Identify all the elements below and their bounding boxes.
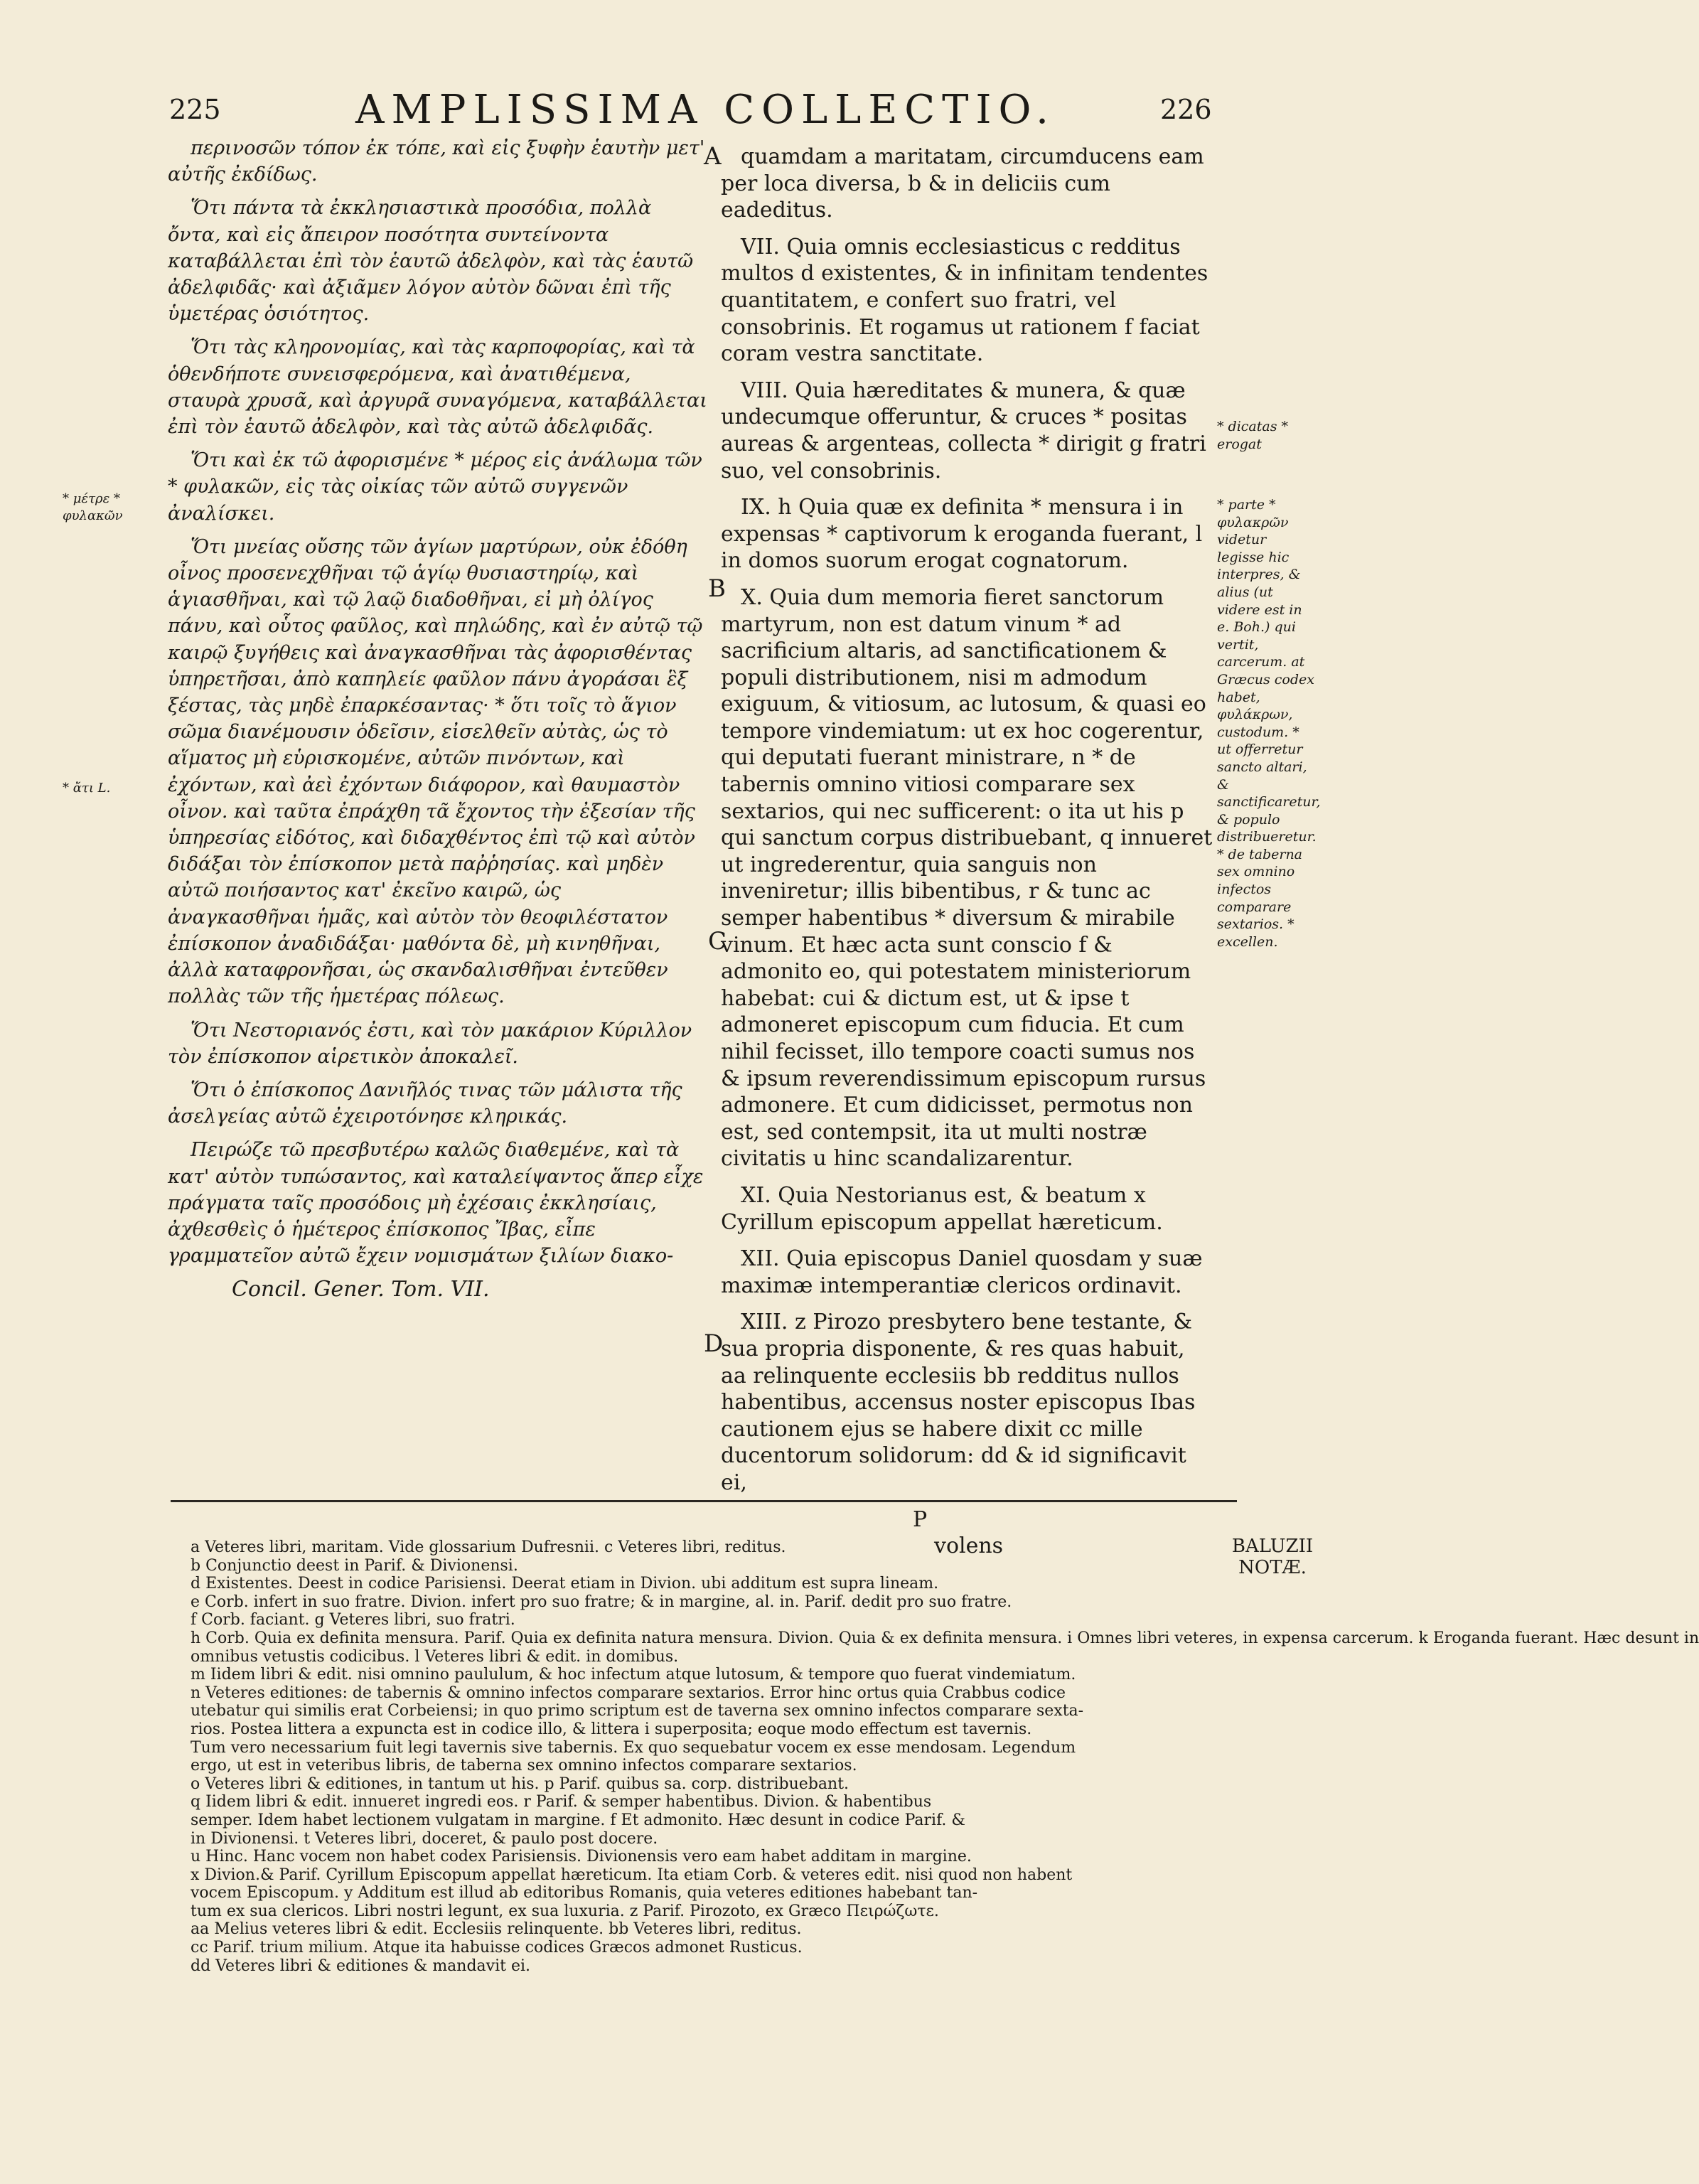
footnote-line: semper. Idem habet lectionem vulgatam in margine. f Et admonito. Hæc desunt in codice Parif. & — [191, 1811, 965, 1829]
footnote-line: o Veteres libri & editiones, in tantum ut his. p Parif. quibus sa. corp. distribuebant. — [191, 1774, 850, 1793]
notes-heading-line: NOTÆ. — [1238, 1557, 1307, 1578]
section-marker: B — [708, 574, 726, 603]
latin-paragraph: XI. Quia Nestorianus est, & beatum x Cyrillum episcopum appellat hæreticum. — [721, 1182, 1163, 1235]
running-title: AMPLISSIMA COLLECTIO. — [355, 87, 1056, 133]
latin-paragraph: XII. Quia episcopus Daniel quosdam y suæ maximæ intemperantiæ clericos ordinavit. — [721, 1246, 1203, 1298]
page-header — [0, 84, 1456, 141]
right-page-number: 226 — [1160, 94, 1212, 125]
left-margin-note: * ἄτι L. — [63, 781, 111, 796]
right-margin-note: * parte * φυλακρῶν videtur legisse hic interpres, & alius (ut videre est in e. Boh.) qui vertit, carcerum. at Græcus codex habet, φυλάκρων, custodum. * ut offerretur sancto altari, & sanctificaretur, & populo distribueretur. * de taberna sex omnino infectos comparare sextarios. * excellen. — [1217, 497, 1321, 950]
footnote-line: q Iidem libri & edit. innueret ingredi eos. r Parif. & semper habentibus. Divion. & habentibus — [191, 1793, 932, 1811]
footnote-line: f Corb. faciant. g Veteres libri, suo fratri. — [191, 1611, 515, 1629]
footnote-line: d Existentes. Deest in codice Parisiensi. Deerat etiam in Divion. ubi additum est supra lineam. — [191, 1575, 939, 1593]
latin-paragraph: VIII. Quia hæreditates & munera, & quæ undecumque offeruntur, & cruces * positas aureas & argenteas, collecta * dirigit g fratri suo, vel consobrinis. — [721, 378, 1206, 483]
left-page-number: 225 — [169, 94, 221, 125]
footnote-line: m Iidem libri & edit. nisi omnino paululum, & hoc infectum atque lutosum, & tempore quo fuerat vindemiatum. — [191, 1666, 1076, 1684]
left-margin-note: * μέτρε * φυλακῶν — [63, 491, 123, 523]
latin-column — [721, 144, 1213, 1560]
footnote-line: Tum vero necessarium fuit legi tavernis sive tabernis. Ex quo sequebatur vocem ex esse mendosam. Legendum — [191, 1738, 1076, 1757]
footnote-line: n Veteres editiones: de tabernis & omnino infectos comparare sextarios. Error hinc ortus quia Crabbus codice — [191, 1684, 1066, 1702]
notes-heading — [1230, 1536, 1315, 1578]
signature-mark: P — [913, 1506, 928, 1532]
catchword: volens — [934, 1533, 1004, 1559]
greek-paragraph: περινοσῶν τόπον ἐκ τόπε, καὶ εἰς ξυφὴν ἑαυτὴν μετ' αὐτῆς ἐκδίδως. — [168, 137, 705, 186]
greek-column — [168, 135, 708, 1303]
greek-paragraph: Ὅτι μνείας οὔσης τῶν ἁγίων μαρτύρων, οὐκ ἐδόθη οἶνος προσενεχθῆναι τῷ ἁγίῳ θυσιαστηρίῳ, καὶ ἁγιασθῆναι, καὶ τῷ λαῷ διαδοθῆναι, εἰ μὴ ὀλίγος πάνυ, καὶ οὗτος φαῦλος, καὶ πηλώδης, καὶ ἐν αὐτῷ τῷ καιρῷ ξυγήθεις καὶ ἀναγκασθῆναι τὰς ἀφορισθέντας ὑπηρετῆσαι, ἀπὸ καπηλείε φαῦλον πάνυ ἀγοράσαι ἓξ ξέστας, τὰς μηδὲ ἐπαρκέσαντας· * ὅτι τοῖς τὸ ἅγιον σῶμα διανέμουσιν ὁδεῖσιν, εἰσελθεῖν αὐτὰς, ὡς τὸ αἵματος μὴ εὑρισκομένε, αὐτῶν πινόντων, καὶ ἐχόντων, καὶ ἀεὶ ἐχόντων διάφορον, καὶ θαυμαστὸν οἶνον. καὶ ταῦτα ἐπράχθη τᾶ ἔχοντος τὴν ἐξεσίαν τῆς ὑπηρεσίας εἰδότος, καὶ διδαχθέντος ἐπὶ τῷ καὶ αὐτὸν διδάξαι τὸν ἐπίσκοπον μετὰ παῤῥησίας. καὶ μηδὲν αὐτῶ ποιήσαντος κατ' ἐκεῖνο καιρῶ, ὡς ἀναγκασθῆναι ἡμᾶς, καὶ αὐτὸν τὸν θεοφιλέστατον ἐπίσκοπον ἀναδιδάξαι· μαθόντα δὲ, μὴ κινηθῆναι, ἀλλὰ καταφρονῆσαι, ὡς σκανδαλισθῆναι ἐντεῦθεν πολλὰς τῶν τῆς ἡμετέρας πόλεως. — [168, 535, 703, 1008]
section-marker: A — [704, 142, 722, 171]
footnote-line: h Corb. Quia ex definita mensura. Parif. Quia ex definita natura mensura. Divion. Quia & ex definita mensura. i Omnes libri veteres, in expensa carcerum. k Eroganda fuerant. Hæc desunt in — [191, 1629, 1699, 1647]
volume-signature: Concil. Gener. Tom. VII. — [232, 1277, 490, 1302]
latin-paragraph: quamdam a maritatam, circumducens eam per loca diversa, b & in deliciis cum eadeditus. — [721, 144, 1204, 223]
footnote-line: aa Melius veteres libri & edit. Ecclesiis relinquente. bb Veteres libri, reditus. — [191, 1920, 802, 1939]
footnote-line: u Hinc. Hanc vocem non habet codex Parisiensis. Divionensis vero eam habet additam in margine. — [191, 1848, 972, 1866]
greek-paragraph: Ὅτι Νεστοριανός ἐστι, καὶ τὸν μακάριον Κύριλλον τὸν ἐπίσκοπον αἱρετικὸν ἀποκαλεῖ. — [168, 1019, 692, 1068]
footnote-line: x Divion.& Parif. Cyrillum Episcopum appellat hæreticum. Ita etiam Corb. & veteres edit. nisi quod non habent — [191, 1866, 1073, 1884]
footnote-line: b Conjunctio deest in Parif. & Divionensi. — [191, 1556, 518, 1575]
footnote-line: ergo, ut est in veteribus libris, de taberna sex omnino infectos comparare sextarios. — [191, 1757, 857, 1775]
footnote-line: in Divionensi. t Veteres libri, doceret, & paulo post docere. — [191, 1829, 658, 1848]
latin-paragraph: VII. Quia omnis ecclesiasticus c redditus multos d existentes, & in infinitam tendentes quantitatem, e confert suo fratri, vel consobrinis. Et rogamus ut rationem f faciat coram vestra sanctitate. — [721, 234, 1208, 367]
greek-paragraph: Πειρώζε τῶ πρεσβυτέρω καλῶς διαθεμένε, καὶ τὰ κατ' αὐτὸν τυπώσαντος, καὶ καταλείψαντος ἅπερ εἶχε πράγματα ταῖς προσόδοις μὴ ἐχέσαις ἐκκλησίαις, ἀχθεσθεὶς ὁ ἡμέτερος ἐπίσκοπος Ἴβας, εἶπε γραμματεῖον αὐτῶ ἔχειν νομισμάτων ξιλίων διακο- — [168, 1139, 704, 1268]
greek-paragraph: Ὅτι τὰς κληρονομίας, καὶ τὰς καρποφορίας, καὶ τὰ ὁθενδήποτε συνεισφερόμενα, καὶ ἀνατιθέμενα, σταυρὰ χρυσᾶ, καὶ ἀργυρᾶ συναγόμενα, καταβάλλεται ἐπὶ τὸν ἑαυτῶ ἀδελφὸν, καὶ τὰς αὐτῶ ἀδελφιδᾶς. — [168, 336, 707, 439]
footnote-line: vocem Episcopum. y Additum est illud ab editoribus Romanis, quia veteres editiones habebant tan- — [191, 1884, 978, 1902]
notes-heading-line: BALUZII — [1231, 1536, 1314, 1557]
greek-paragraph: Ὅτι πάντα τὰ ἐκκλησιαστικὰ προσόδια, πολλὰ ὄντα, καὶ εἰς ἄπειρον ποσότητα συντείνοντα καταβάλλεται ἐπὶ τὸν ἑαυτῶ ἀδελφὸν, καὶ τὰς ἑαυτῶ ἀδελφιδᾶς· καὶ ἀξιᾶμεν λόγον αὐτὸν δῶναι ἐπὶ τῆς ὑμετέρας ὁσιότητος. — [168, 197, 694, 326]
greek-paragraph: Ὅτι καὶ ἐκ τῶ ἀφορισμένε * μέρος εἰς ἀνάλωμα τῶν * φυλακῶν, εἰς τὰς οἰκίας τῶν αὐτῶ συγγενῶν ἀναλίσκει. — [168, 449, 702, 525]
latin-paragraph: XIII. z Pirozo presbytero bene testante, & sua propria disponente, & res quas habuit, aa relinquente ecclesiis bb redditus nullos habentibus, accensus noster episcopus Ibas cautionem ejus se habere dixit cc mille ducentorum solidorum: dd & id significavit ei, — [721, 1310, 1196, 1495]
footnote-line: utebatur qui similis erat Corbeiensi; in quo primo scriptum est de taverna sex omnino infectos comparare sexta- — [191, 1702, 1084, 1720]
right-margin-note: * dicatas * erogat — [1217, 419, 1289, 452]
latin-paragraph: X. Quia dum memoria fieret sanctorum martyrum, non est datum vinum * ad sacrificium altaris, ad sanctificationem & populi distributionem, nisi m admodum exiguum, & vitiosum, ac lutosum, & quasi eo tempore vindemiatum: ut ex hoc cogerentur, qui deputati fuerant ministrare, n * de tabernis omnino vitiosi comparare sex sextarios, qui nec sufficerent: o ita ut his p qui sanctum corpus distribuebant, q innueret ut ingrederentur, quia sanguis non inveniretur; illis bibentibus, r & tunc ac semper habentibus * diversum & mirabile vinum. Et hæc acta sunt conscio f & admonito eo, qui potestatem ministeriorum habebat: cui & dictum est, ut & ipse t admoneret episcopum cum fiducia. Et cum nihil fecisset, illo tempore coacti sumus nos & ipsum reverendissimum episcopum rursus admonere. Et cum didicisset, permotus non est, sed contempsit, ita ut multi nostræ civitatis u hinc scandalizarentur. — [721, 584, 1213, 1172]
footnote-line: a Veteres libri, maritam. Vide glossarium Dufresnii. c Veteres libri, reditus. — [191, 1538, 786, 1556]
section-marker: C — [708, 927, 727, 956]
latin-paragraph: IX. h Quia quæ ex definita * mensura i in expensas * captivorum k eroganda fuerant, l in domos suorum erogat cognatorum. — [721, 495, 1203, 574]
footnote-line: cc Parif. trium milium. Atque ita habuisse codices Græcos admonet Rusticus. — [191, 1939, 803, 1957]
footnote-line: rios. Postea littera a expuncta est in codice illo, & littera i superposita; eoque modo effectum est tavernis. — [191, 1720, 1032, 1738]
footnote-line: omnibus vetustis codicibus. l Veteres libri & edit. in domibus. — [191, 1647, 679, 1666]
footnote-line: dd Veteres libri & editiones & mandavit ei. — [191, 1956, 531, 1975]
footnote-line: e Corb. infert in suo fratre. Divion. infert pro suo fratre; & in margine, al. in. Parif. dedit pro suo fratre. — [191, 1592, 1012, 1611]
greek-paragraph: Ὅτι ὁ ἐπίσκοπος Δανιῆλός τινας τῶν μάλιστα τῆς ἀσελγείας αὐτῶ ἐχειροτόνησε κληρικάς. — [168, 1078, 682, 1128]
footnote-line: tum ex sua clericos. Libri nostri legunt, ex sua luxuria. z Parif. Pirozoto, ex Græco Πειρώζωτε. — [191, 1902, 939, 1920]
notes-divider — [171, 1500, 1237, 1502]
section-marker: D — [704, 1329, 724, 1358]
